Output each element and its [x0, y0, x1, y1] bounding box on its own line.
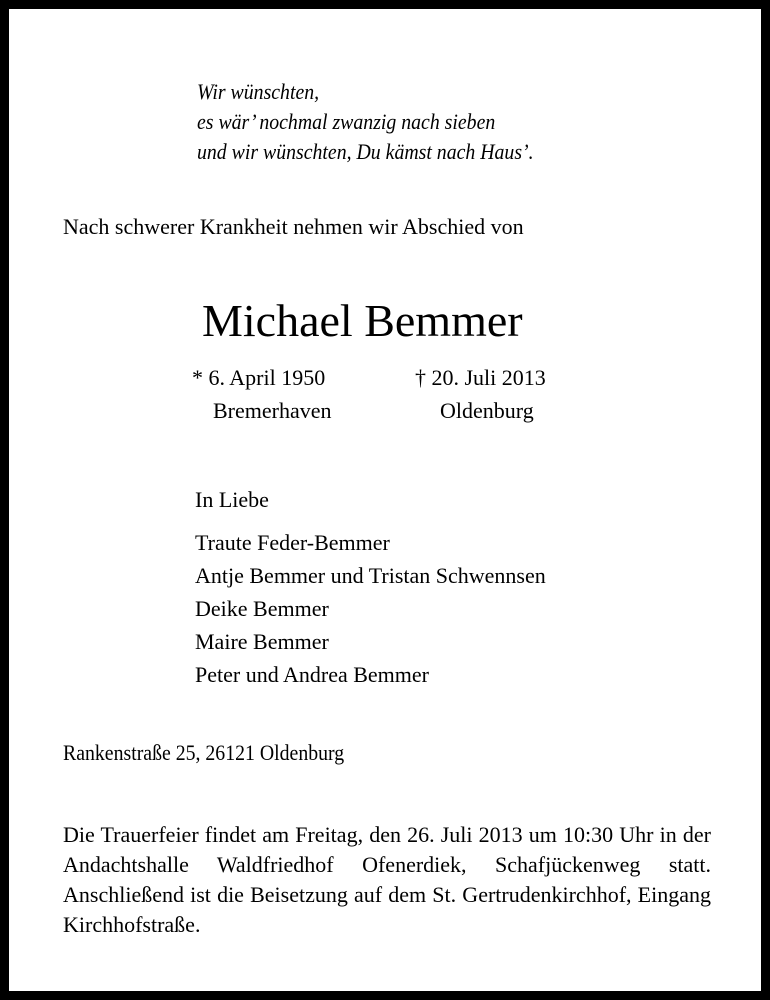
mourner-name: Traute Feder-Bemmer: [195, 530, 390, 555]
birth-date: * 6. April 1950: [192, 365, 326, 390]
obituary-notice: [9, 9, 761, 991]
birth-place: Bremerhaven: [213, 398, 332, 423]
deceased-name: Michael Bemmer: [202, 295, 523, 346]
death-date: † 20. Juli 2013: [415, 365, 546, 390]
poem-verse: [197, 77, 534, 167]
closing-text: In Liebe: [195, 487, 269, 512]
family-address: Rankenstraße 25, 26121 Oldenburg: [63, 740, 345, 765]
mourners-list: [195, 526, 546, 691]
intro-text: Nach schwerer Krankheit nehmen wir Abschied von: [63, 214, 524, 239]
poem-line: und wir wünschten, Du kämst nach Haus’.: [197, 139, 534, 164]
mourner-name: Peter und Andrea Bemmer: [195, 662, 429, 687]
death-place: Oldenburg: [440, 398, 534, 423]
mourner-name: Antje Bemmer und Tristan Schwennsen: [195, 563, 546, 588]
poem-line: es wär’ nochmal zwanzig nach sieben: [197, 109, 496, 134]
mourner-name: Maire Bemmer: [195, 629, 329, 654]
funeral-notice: Die Trauerfeier findet am Freitag, den 26. Juli 2013 um 10:30 Uhr in der Andachtshalle Waldfriedhof Ofenerdiek, Schafjückenweg statt. Anschließend ist die Beisetzung auf dem St. Gertrudenkirchhof, Eingang Kirchhofstraße.: [63, 822, 711, 937]
poem-line: Wir wünschten,: [197, 79, 320, 104]
mourner-name: Deike Bemmer: [195, 596, 329, 621]
